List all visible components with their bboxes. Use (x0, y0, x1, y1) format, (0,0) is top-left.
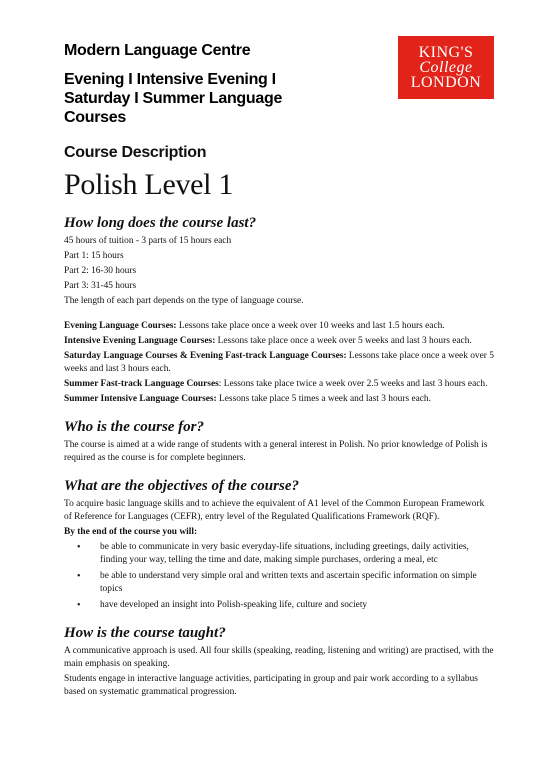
course-description-label: Course Description (64, 144, 207, 161)
logo-line-3: LONDON (410, 74, 482, 91)
course-type-label: Evening Language Courses: (64, 321, 177, 331)
page-title: Polish Level 1 (64, 168, 234, 201)
duration-line: The length of each part depends on the type of language course. (64, 296, 304, 306)
course-type-text: Lessons take place 5 times a week and last 3 hours each. (216, 394, 431, 404)
course-type-text: Lessons take place once a week over 10 weeks and last 1.5 hours each. (176, 321, 445, 331)
course-type (64, 335, 494, 348)
list-item: • have developed an insight into Polish-speaking life, culture and society (100, 599, 494, 612)
objectives-lead-text: By the end of the course you will: (64, 527, 198, 537)
teaching-heading: How is the course taught? (64, 625, 226, 641)
course-types-line-2: Saturday I Summer Language (64, 90, 283, 107)
audience-text: The course is aimed at a wide range of students with a general interest in Polish. No prior knowledge of Polish is required as the course is for complete beginners. (64, 440, 488, 463)
teaching-line: Students engage in interactive language activities, participating in group and pair work according to a syllabus based on systematic grammatical progression. (64, 674, 478, 697)
teaching-line: A communicative approach is used. All four skills (speaking, reading, listening and writing) are practised, with the main emphasis on speaking. (64, 646, 494, 669)
header-block (64, 42, 364, 127)
course-type (64, 350, 494, 376)
course-type-text: Lessons take place once a week over 5 weeks and last 3 hours each. (215, 336, 472, 346)
course-types-line-1: Evening I Intensive Evening I (64, 71, 276, 88)
duration-heading: How long does the course last? (64, 215, 257, 231)
audience-section (64, 418, 494, 465)
duration-line: Part 1: 15 hours (64, 251, 124, 261)
centre-name: Modern Language Centre (64, 42, 251, 59)
objectives-section (64, 477, 494, 612)
objectives-lead (64, 526, 494, 539)
duration-line: Part 3: 31-45 hours (64, 281, 137, 291)
course-type-text: : Lessons take place twice a week over 2.5 weeks and last 3 hours each. (218, 379, 488, 389)
teaching-section (64, 624, 494, 699)
course-types-title (64, 70, 364, 127)
course-type (64, 320, 494, 333)
course-types-line-3: Courses (64, 109, 126, 126)
duration-line: 45 hours of tuition - 3 parts of 15 hours each (64, 236, 232, 246)
objectives-list (64, 541, 494, 612)
course-type-text: Lessons take place once a week over 5 weeks and last 3 hours each. (64, 351, 494, 374)
duration-line: Part 2: 16-30 hours (64, 266, 137, 276)
list-item: • be able to understand very simple oral and written texts and ascertain specific information on simple topics (100, 570, 494, 596)
duration-section (64, 214, 494, 406)
logo-line-1: KING'S (418, 44, 474, 61)
content (64, 214, 494, 701)
objectives-heading: What are the objectives of the course? (64, 478, 299, 494)
course-type (64, 393, 494, 406)
kings-college-logo (398, 36, 494, 99)
course-type-label: Saturday Language Courses & Evening Fast-track Language Courses: (64, 351, 347, 361)
list-item: • be able to communicate in very basic everyday-life situations, including greetings, daily activities, finding your way, telling the time and date, making simple purchases, ordering a meal, etc (100, 541, 494, 567)
course-type-label: Intensive Evening Language Courses: (64, 336, 216, 346)
logo-line-2: College (419, 59, 473, 76)
audience-heading: Who is the course for? (64, 419, 205, 435)
course-type-label: Summer Intensive Language Courses: (64, 394, 217, 404)
objectives-text: To acquire basic language skills and to achieve the equivalent of A1 level of the Common European Framework of Reference for Languages (CEFR), entry level of the Regulated Qualifications Framework (RQF). (64, 499, 485, 522)
course-type-label: Summer Fast-track Language Courses (64, 379, 219, 389)
course-type (64, 378, 494, 391)
